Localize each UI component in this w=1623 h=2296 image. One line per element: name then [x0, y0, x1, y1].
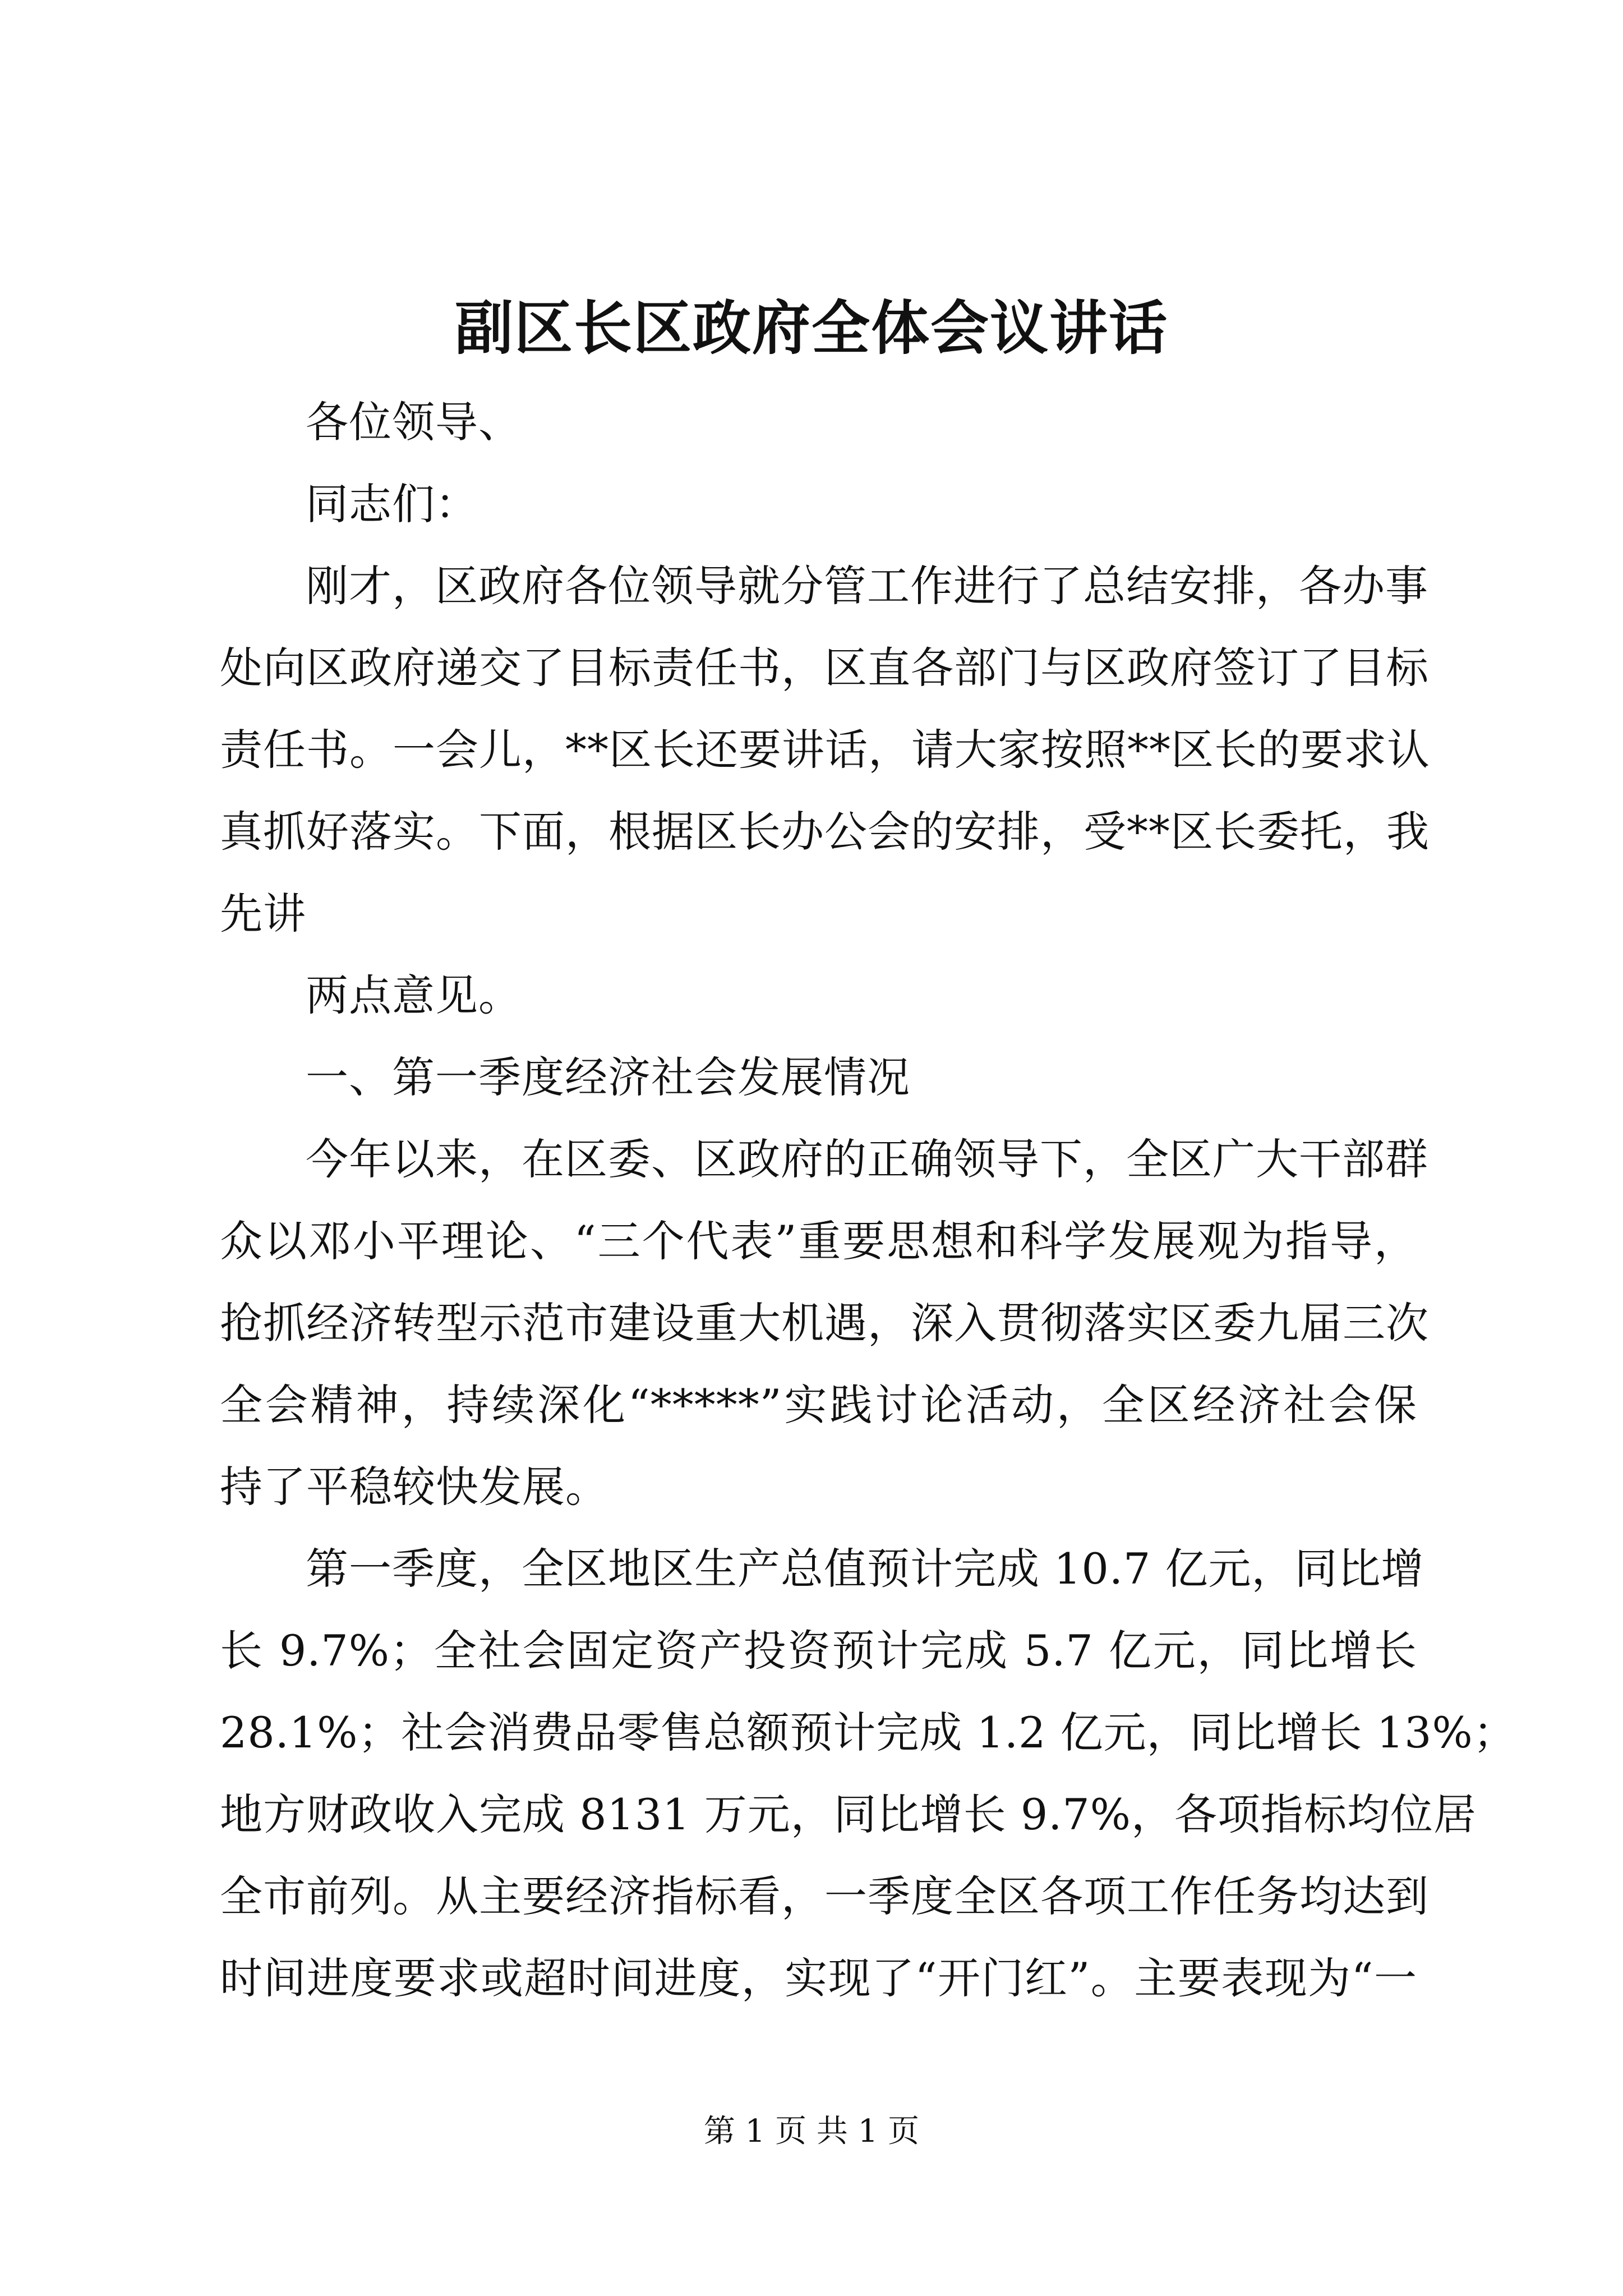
- body-line: 各位领导、: [306, 397, 522, 447]
- body-line: 持了平稳较快发展。: [220, 1462, 608, 1512]
- body-line: 时间进度要求或超时间进度，实现了“开门红”。主要表现为“一: [220, 1953, 1417, 2003]
- body-line: 地方财政收入完成 8131 万元，同比增长 9.7%，各项指标均位居: [220, 1789, 1477, 1839]
- document-title: 副区长区政府全体会议讲话: [454, 293, 1168, 362]
- body-line: 一、第一季度经济社会发展情况: [306, 1052, 910, 1102]
- body-line: 刚才，区政府各位领导就分管工作进行了总结安排，各办事: [306, 561, 1428, 611]
- document-body: [220, 381, 1516, 2019]
- body-line: 责任书。一会儿，**区长还要讲话，请大家按照**区长的要求认: [220, 725, 1430, 775]
- body-line: 先讲: [220, 889, 306, 938]
- body-line: 第一季度，全区地区生产总值预计完成 10.7 亿元，同比增: [306, 1544, 1424, 1594]
- body-line: 长 9.7%；全社会固定资产投资预计完成 5.7 亿元，同比增长: [220, 1626, 1417, 1676]
- body-line: 真抓好落实。下面，根据区长办公会的安排，受**区长委托，我: [220, 807, 1430, 857]
- body-line: 全市前列。从主要经济指标看，一季度全区各项工作任务均达到: [220, 1871, 1429, 1921]
- page-footer: 第 1 页 共 1 页: [703, 2113, 920, 2150]
- body-line: 今年以来，在区委、区政府的正确领导下，全区广大干部群: [306, 1134, 1428, 1184]
- body-line: 众以邓小平理论、“三个代表”重要思想和科学发展观为指导，: [220, 1216, 1417, 1266]
- body-line: 28.1%；社会消费品零售总额预计完成 1.2 亿元，同比增长 13%；: [220, 1708, 1516, 1757]
- body-line: 两点意见。: [306, 970, 522, 1020]
- body-line: 同志们：: [306, 479, 478, 529]
- body-line: 处向区政府递交了目标责任书，区直各部门与区政府签订了目标: [220, 643, 1429, 693]
- body-line: 全会精神，持续深化“*****”实践讨论活动，全区经济社会保: [220, 1380, 1417, 1430]
- body-line: 抢抓经济转型示范市建设重大机遇，深入贯彻落实区委九届三次: [220, 1298, 1429, 1348]
